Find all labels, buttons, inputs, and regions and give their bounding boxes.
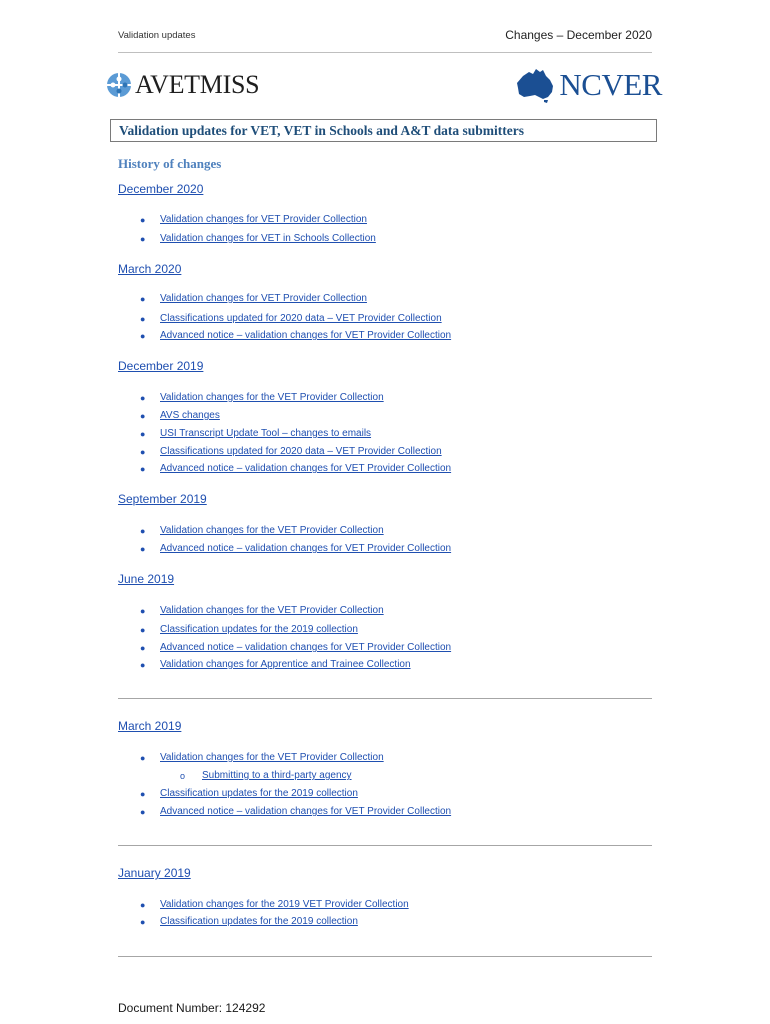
section-title-march-2020[interactable]: March 2020 <box>118 262 182 276</box>
section-title-june-2019[interactable]: June 2019 <box>118 572 175 586</box>
avetmiss-wordmark: AVETMISS <box>135 70 260 99</box>
header-left-text: Validation updates <box>118 30 196 41</box>
page-header <box>118 28 652 53</box>
divider <box>118 698 652 699</box>
avetmiss-puzzle-icon <box>106 72 132 98</box>
section-title-january-2019[interactable]: January 2019 <box>118 866 191 880</box>
section-title-december-2019[interactable]: December 2019 <box>118 359 204 373</box>
logo-bar <box>106 66 662 110</box>
header-right-text: Changes – December 2020 <box>505 28 652 42</box>
history-heading: History of changes <box>118 156 222 171</box>
ncver-wordmark: NCVER <box>559 67 662 102</box>
ncver-logo <box>515 66 662 104</box>
section-title-march-2019[interactable]: March 2019 <box>118 719 182 733</box>
document-title: Validation updates for VET, VET in Schools and A&T data submitters <box>119 123 524 138</box>
document-title-box <box>110 119 657 142</box>
divider <box>118 845 652 846</box>
section-title-december-2020[interactable]: December 2020 <box>118 182 204 196</box>
document-number: Document Number: 124292 <box>118 1001 266 1015</box>
section-title-september-2019[interactable]: September 2019 <box>118 492 207 506</box>
avetmiss-logo <box>106 70 259 100</box>
australia-map-icon <box>515 66 557 104</box>
divider <box>118 956 652 957</box>
